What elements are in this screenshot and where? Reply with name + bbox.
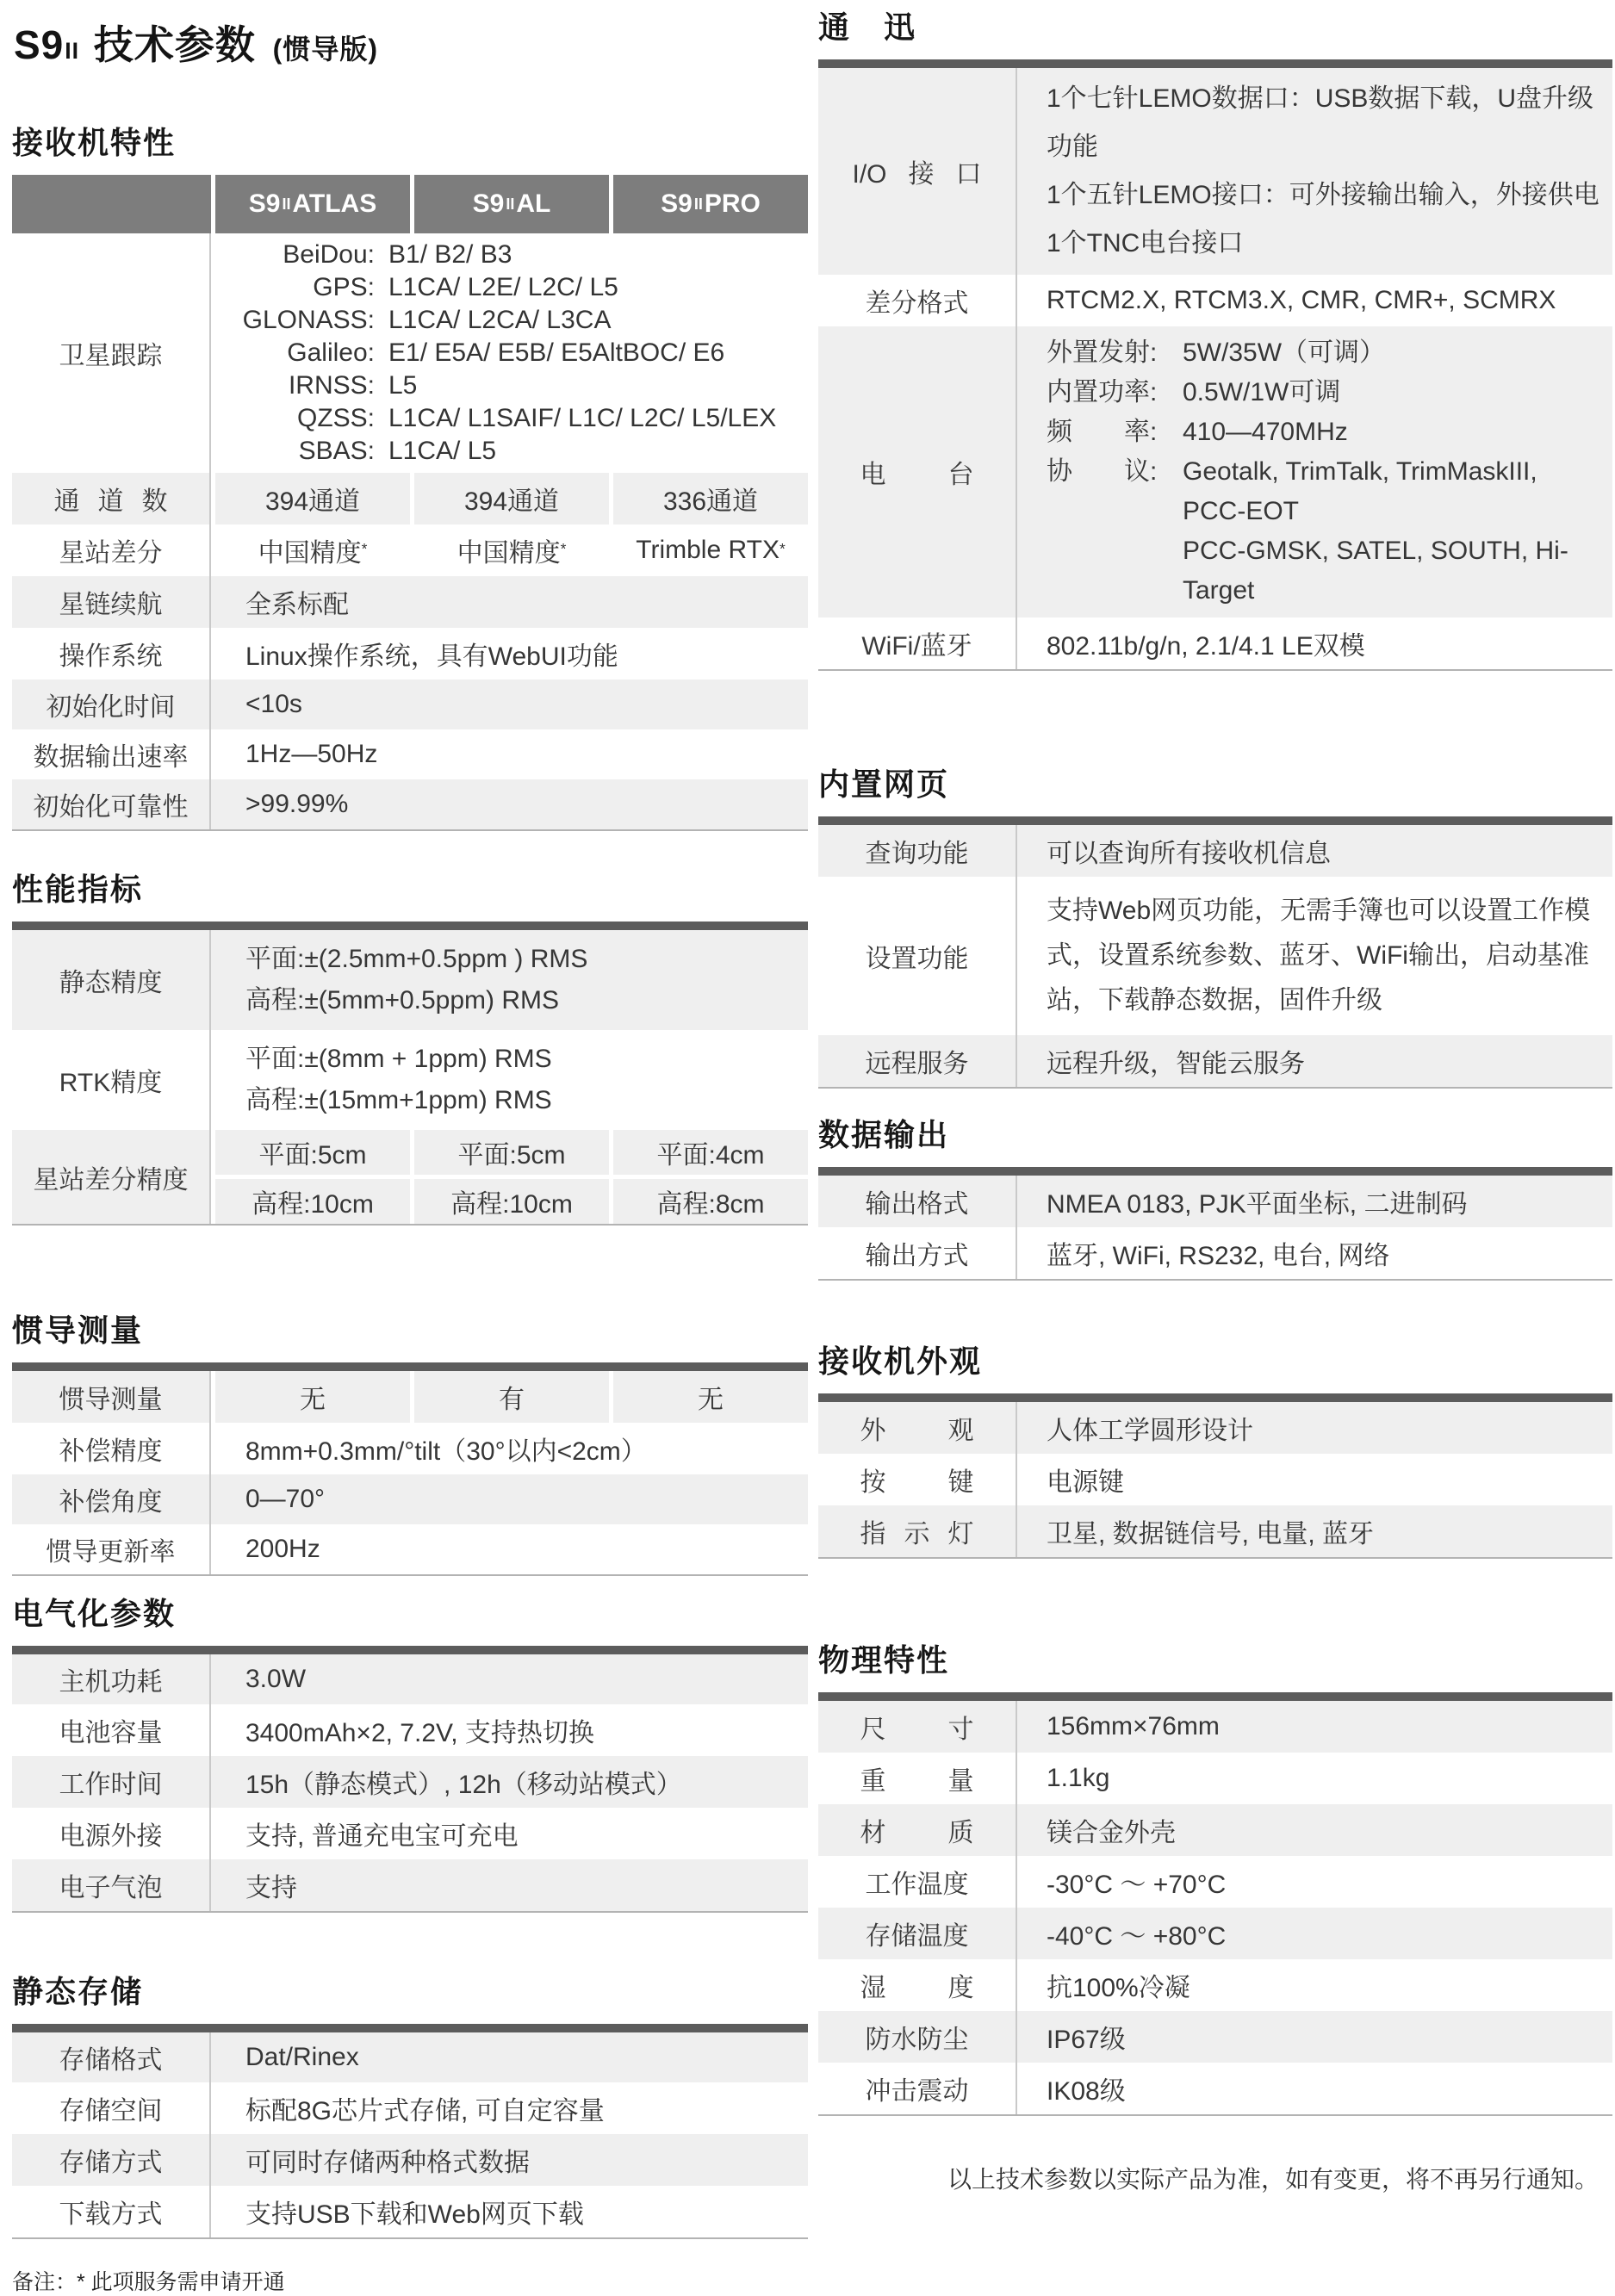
section-title-communication: 通 迅 <box>818 9 917 45</box>
row-label: 防水防尘 <box>818 2011 1017 2063</box>
sbas-diff-atlas: 中国精度 * <box>258 539 368 568</box>
title-suffix: (惯导版) <box>272 34 378 65</box>
row-material <box>818 1804 1612 1856</box>
sbas-diff-al: 中国精度 * <box>457 539 567 568</box>
row-operating-temp <box>818 1856 1612 1908</box>
row-value: 镁合金外壳 <box>1017 1804 1612 1856</box>
row-label: I/O接口 <box>818 68 1017 275</box>
row-value: -30°C ～ +70°C <box>1047 1871 1227 1899</box>
section-title-data-output: 数据输出 <box>818 1117 950 1152</box>
row-value: RTCM2.X, RTCM3.X, CMR, CMR+, SCMRX <box>1047 286 1556 314</box>
row-value: 平面:±(8mm + 1ppm) RMS 高程:±(15mm+1ppm) RMS <box>245 1045 552 1114</box>
row-value: 200Hz <box>245 1535 320 1563</box>
row-label: 星链续航 <box>12 576 211 628</box>
row-value: 支持, 普通充电宝可充电 <box>245 1822 519 1851</box>
row-value: 支持Web网页功能，无需手簿也可以设置工作模式，设置系统参数、蓝牙、WiFi输出，启动基准站，下载静态数据，固件升级 <box>1047 897 1591 1015</box>
row-data-rate <box>12 729 808 779</box>
row-value <box>211 233 808 473</box>
row-value: 抗100%冷凝 <box>1047 1974 1190 2002</box>
section-title-appearance: 接收机外观 <box>818 1343 983 1379</box>
row-label: 补偿角度 <box>12 1474 211 1524</box>
row-label: 尺寸 <box>818 1701 1017 1753</box>
sbs-plane-pro: 平面:4cm <box>613 1130 808 1175</box>
row-value: 156mm×76mm <box>1017 1701 1612 1753</box>
section-title-performance: 性能指标 <box>12 872 144 907</box>
row-satellite-diff <box>12 524 808 576</box>
row-e-bubble <box>12 1859 808 1911</box>
section-title-receiver-features: 接收机特性 <box>12 125 177 160</box>
row-label: 主机功耗 <box>12 1654 211 1704</box>
asterisk: * <box>560 539 567 557</box>
row-label: 初始化时间 <box>12 679 211 729</box>
sbs-plane-atlas: 平面:5cm <box>215 1130 410 1175</box>
row-label: 静态精度 <box>12 930 211 1030</box>
row-starlink-endurance <box>12 576 808 628</box>
product-header-row <box>12 175 808 233</box>
row-label: 操作系统 <box>12 628 211 679</box>
footnote-left: 备注：* 此项服务需申请开通 <box>12 2270 285 2294</box>
row-query-function <box>818 825 1612 877</box>
row-value: NMEA 0183, PJK平面坐标, 二进制码 <box>1017 1176 1612 1227</box>
row-value: 支持 <box>211 1859 808 1911</box>
row-value: Dat/Rinex <box>211 2032 808 2082</box>
row-weight <box>818 1753 1612 1804</box>
row-compensation-angle <box>12 1474 808 1524</box>
imu-table <box>12 1362 808 1576</box>
row-value: 1Hz—50Hz <box>245 740 378 768</box>
row-working-time <box>12 1756 808 1808</box>
performance-table <box>12 922 808 1226</box>
electrical-table <box>12 1646 808 1913</box>
row-label: 输出方式 <box>818 1227 1017 1279</box>
row-value: 人体工学圆形设计 <box>1017 1402 1612 1454</box>
row-io-ports <box>818 68 1612 275</box>
channels-al: 394通道 <box>414 473 609 524</box>
row-dimensions <box>818 1701 1612 1753</box>
row-label: 材质 <box>818 1804 1017 1856</box>
row-remote-service <box>818 1035 1612 1087</box>
row-label: 星站差分 <box>12 524 211 576</box>
webui-table <box>818 816 1612 1089</box>
right-column <box>818 0 1612 2195</box>
row-label: 电台 <box>818 326 1017 617</box>
row-value: 0—70° <box>211 1474 808 1524</box>
row-humidity <box>818 1959 1612 2011</box>
row-label: 设置功能 <box>818 877 1017 1035</box>
row-operating-system <box>12 628 808 679</box>
row-value: 15h（静态模式）, 12h（移动站模式） <box>211 1756 808 1808</box>
footnote-right: 以上技术参数以实际产品为准，如有变更，将不再另行通知。 <box>947 2166 1599 2193</box>
communication-table <box>818 59 1612 671</box>
row-value: 3400mAh×2, 7.2V, 支持热切换 <box>245 1719 594 1747</box>
row-download-mode <box>12 2186 808 2237</box>
row-diff-format <box>818 275 1612 326</box>
row-label: 按键 <box>818 1454 1017 1505</box>
row-imu-update-rate <box>12 1524 808 1574</box>
row-value: IP67级 <box>1017 2011 1612 2063</box>
row-imu-availability <box>12 1371 808 1423</box>
row-label: 冲击震动 <box>818 2063 1017 2114</box>
row-label: 差分格式 <box>818 275 1017 326</box>
row-storage-space <box>12 2082 808 2134</box>
data-output-table <box>818 1167 1612 1281</box>
row-label: RTK精度 <box>12 1030 211 1130</box>
appearance-table <box>818 1393 1612 1559</box>
row-value: 蓝牙, WiFi, RS232, 电台, 网络 <box>1047 1242 1390 1270</box>
row-value: 标配8G芯片式存储, 可自定容量 <box>245 2097 605 2125</box>
row-label: 存储方式 <box>12 2134 211 2186</box>
row-label: 重量 <box>818 1753 1017 1804</box>
physical-table <box>818 1692 1612 2116</box>
section-title-electrical: 电气化参数 <box>12 1596 177 1631</box>
row-radio <box>818 326 1612 617</box>
row-storage-mode <box>12 2134 808 2186</box>
row-value: >99.99% <box>211 779 808 829</box>
row-value: 平面:±(2.5mm+0.5ppm ) RMS 高程:±(5mm+0.5ppm) RMS <box>211 930 808 1030</box>
title-model-sub: II <box>65 38 80 64</box>
row-init-time <box>12 679 808 729</box>
section-title-storage: 静态存储 <box>12 1974 144 2009</box>
row-compensation-accuracy <box>12 1423 808 1474</box>
row-label: 工作温度 <box>818 1856 1017 1908</box>
row-buttons <box>818 1454 1612 1505</box>
row-label: 初始化可靠性 <box>12 779 211 829</box>
row-value: 远程升级，智能云服务 <box>1017 1035 1612 1087</box>
row-value: -40°C ～ +80°C <box>1017 1908 1612 1959</box>
row-label: 补偿精度 <box>12 1423 211 1474</box>
row-value: <10s <box>211 679 808 729</box>
radio-details: 外置发射: 5W/35W（可调） 内置功率: 0.5W/1W可调 频 率: 410—470MHz 协 议: Geotalk, TrimTalk, TrimMaskIII, PCC-EOT PCC-GMSK, SATEL, SOUTH, Hi-Target <box>1047 338 1568 605</box>
asterisk: * <box>361 539 368 557</box>
row-satellite-tracking <box>12 233 808 473</box>
sbs-height-pro: 高程:8cm <box>613 1179 808 1224</box>
row-label: 存储空间 <box>12 2082 211 2134</box>
row-storage-temp <box>818 1908 1612 1959</box>
imu-pro: 无 <box>613 1371 808 1423</box>
sbas-diff-pro: Trimble RTX * <box>636 536 786 564</box>
row-label: 查询功能 <box>818 825 1017 877</box>
row-label: 指示灯 <box>818 1505 1017 1557</box>
section-title-imu: 惯导测量 <box>12 1312 144 1348</box>
row-value: 支持USB下载和Web网页下载 <box>245 2200 584 2229</box>
row-shock-vibration <box>818 2063 1612 2114</box>
page-title <box>14 14 808 71</box>
row-value: 1.1kg <box>1047 1764 1110 1792</box>
column-header-s9-atlas: S9 II ATLAS <box>215 175 410 233</box>
column-header-s9-al: S9 II AL <box>414 175 609 233</box>
row-label: 下载方式 <box>12 2186 211 2237</box>
row-output-mode <box>818 1227 1612 1279</box>
channels-pro: 336通道 <box>613 473 808 524</box>
row-value: Linux操作系统，具有WebUI功能 <box>245 642 618 671</box>
section-title-webui: 内置网页 <box>818 766 950 802</box>
row-output-format <box>818 1176 1612 1227</box>
title-model: S9 <box>14 22 65 67</box>
row-indicators <box>818 1505 1612 1557</box>
row-value: 802.11b/g/n, 2.1/4.1 LE双模 <box>1047 632 1365 661</box>
row-label: 电源外接 <box>12 1808 211 1859</box>
left-column <box>12 0 808 2296</box>
row-value: 可同时存储两种格式数据 <box>211 2134 808 2186</box>
row-value: 8mm+0.3mm/°tilt（30°以内<2cm） <box>245 1437 647 1466</box>
row-label: 惯导测量 <box>12 1371 211 1423</box>
row-label: 远程服务 <box>818 1035 1017 1087</box>
section-title-physical: 物理特性 <box>818 1642 950 1678</box>
row-label: 存储格式 <box>12 2032 211 2082</box>
sbs-height-al: 高程:10cm <box>414 1179 609 1224</box>
row-label: 星站差分精度 <box>12 1130 211 1224</box>
column-header-s9-pro: S9 II PRO <box>613 175 808 233</box>
row-external-power <box>12 1808 808 1859</box>
satellite-systems-list: BeiDou: B1/ B2/ B3 GPS: L1CA/ L2E/ L2C/ L5 GLONASS: L1CA/ L2CA/ L3CA Galileo: E1/ E5A/ E5B/ E5AltBOC/ E6 IRNSS: L5 QZSS: L1CA/ L1SAIF/ L1C/ L2C/ L5/LEX SBAS: L1CA/ L5 <box>242 240 777 465</box>
row-value: 全系标配 <box>211 576 808 628</box>
row-value: IK08级 <box>1047 2077 1126 2106</box>
imu-al: 有 <box>414 1371 609 1423</box>
asterisk: * <box>779 539 786 557</box>
channels-atlas: 394通道 <box>215 473 410 524</box>
row-value: 卫星, 数据链信号, 电量, 蓝牙 <box>1017 1505 1612 1557</box>
receiver-features-table <box>12 175 808 831</box>
row-channels <box>12 473 808 524</box>
title-main: 技术参数 <box>82 22 268 67</box>
row-power-consumption <box>12 1654 808 1704</box>
row-label: 工作时间 <box>12 1756 211 1808</box>
sbs-height-atlas: 高程:10cm <box>215 1179 410 1224</box>
row-config-function <box>818 877 1612 1035</box>
row-label: 数据输出速率 <box>12 729 211 779</box>
row-label: 电子气泡 <box>12 1859 211 1911</box>
row-exterior <box>818 1402 1612 1454</box>
row-label: 通道数 <box>12 473 211 524</box>
row-label: 湿度 <box>818 1959 1017 2011</box>
row-value: 1个七针LEMO数据口：USB数据下载，U盘升级功能 1个五针LEMO接口：可外接输出输入，外接供电 1个TNC电台接口 <box>1017 68 1612 275</box>
row-storage-format <box>12 2032 808 2082</box>
row-label: 电池容量 <box>12 1704 211 1756</box>
row-battery-capacity <box>12 1704 808 1756</box>
sbs-plane-al: 平面:5cm <box>414 1130 609 1175</box>
row-label: WiFi/蓝牙 <box>818 617 1017 669</box>
row-value: 3.0W <box>211 1654 808 1704</box>
row-label: 外观 <box>818 1402 1017 1454</box>
header-empty-cell <box>12 175 211 233</box>
imu-atlas: 无 <box>215 1371 410 1423</box>
row-waterproof-dustproof <box>818 2011 1612 2063</box>
row-label: 惯导更新率 <box>12 1524 211 1574</box>
row-rtk-accuracy <box>12 1030 808 1130</box>
row-label: 输出格式 <box>818 1176 1017 1227</box>
row-label: 卫星跟踪 <box>12 233 211 473</box>
row-sbas-diff-accuracy <box>12 1130 808 1224</box>
row-value <box>1017 326 1612 617</box>
row-wifi-bluetooth <box>818 617 1612 669</box>
row-static-accuracy <box>12 930 808 1030</box>
row-value: 可以查询所有接收机信息 <box>1017 825 1612 877</box>
row-label: 存储温度 <box>818 1908 1017 1959</box>
row-value: 电源键 <box>1047 1468 1124 1497</box>
row-init-reliability <box>12 779 808 829</box>
storage-table <box>12 2024 808 2239</box>
